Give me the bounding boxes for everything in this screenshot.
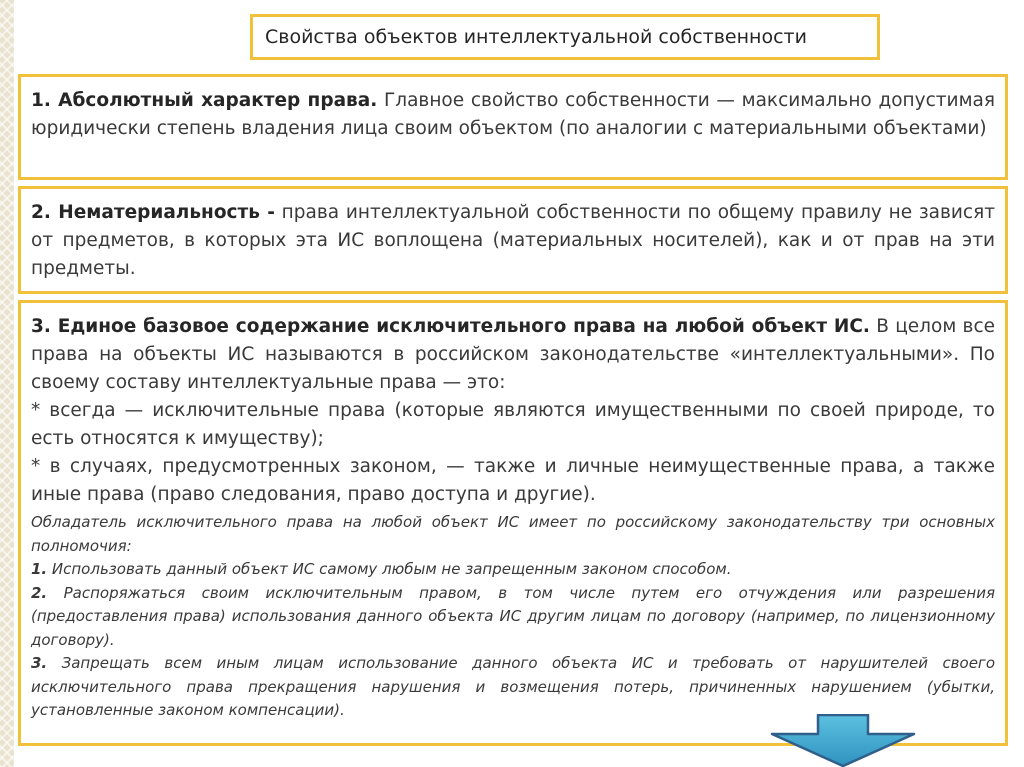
property-2-text: права интеллектуальной собственности по общему правилу не зависят от предметов, в которых эта ИС воплощена (материальных носителей), как и от прав на эти предметы.: [31, 202, 995, 279]
power-item: [31, 558, 995, 582]
rights-list: [31, 397, 995, 509]
power-number: 3.: [31, 654, 48, 672]
property-1-paragraph: [31, 87, 995, 143]
property-3-heading: 3. Единое базовое содержание исключительного права на любой объект ИС.: [31, 316, 870, 337]
power-text: Запрещать всем иным лицам использование данного объекта ИС и требовать от нарушителей своего исключительного права прекращения нарушения и возмещения потерь, причиненных нарушением (убытки, установленные законом компенсации).: [31, 654, 995, 719]
power-text: Использовать данный объект ИС самому любым не запрещенным законом способом.: [47, 560, 732, 578]
property-box-1: [18, 74, 1008, 180]
slide-title: [250, 14, 880, 60]
property-3-paragraph: [31, 313, 995, 397]
power-item: [31, 582, 995, 653]
property-2-paragraph: [31, 199, 995, 283]
property-1-heading: 1. Абсолютный характер права.: [31, 90, 378, 111]
power-number: 1.: [31, 560, 48, 578]
property-box-2: [18, 186, 1008, 294]
property-1-text: Главное свойство собственности — максимально допустимая юридически степень владения лица своим объектом (по аналогии с материальными объектами): [31, 90, 995, 139]
powers-intro: Обладатель исключительного права на любой объект ИС имеет по российскому законодательству три основных полномочия:: [31, 513, 995, 555]
slide-title-text: Свойства объектов интеллектуальной собственности: [265, 26, 807, 48]
rights-list-item: * всегда — исключительные права (которые являются имущественными по своей природе, то есть относятся к имуществу);: [31, 400, 995, 449]
power-text: Распоряжаться своим исключительным правом, в том числе путем его отчуждения или разрешения (предоставления права) использования данного объекта ИС другим лицам по договору (например, по лицензионному договору).: [31, 583, 995, 649]
powers-section: [31, 511, 995, 723]
rights-list-item: * в случаях, предусмотренных законом, — также и личные неимущественные права, а также иные права (право следования, право доступа и другие).: [31, 456, 995, 505]
property-2-heading: 2. Нематериальность -: [31, 202, 275, 223]
decorative-margin-pattern: [0, 0, 14, 767]
arrow-down-icon[interactable]: [770, 714, 916, 767]
power-item: [31, 652, 995, 723]
property-3-text: В целом все права на объекты ИС называются в российском законодательстве «интеллектуальными». По своему составу интеллектуальные права — это:: [31, 316, 995, 393]
property-box-3: [18, 300, 1008, 746]
power-number: 2.: [31, 583, 48, 602]
